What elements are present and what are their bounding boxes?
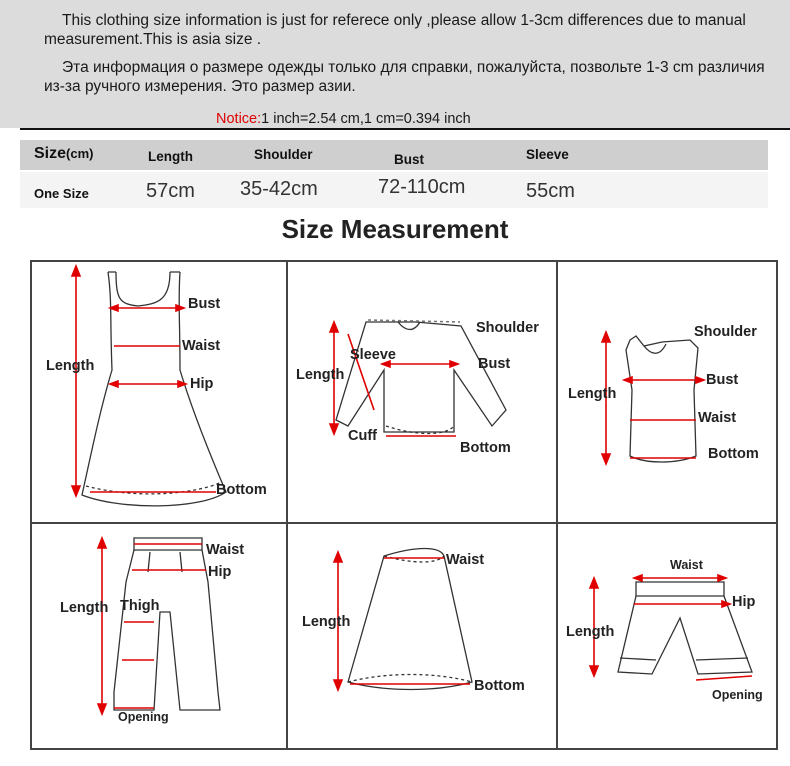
skirt-diagram (286, 522, 556, 748)
shirt-illustration (286, 260, 556, 522)
dress-hip-label: Hip (190, 376, 214, 392)
shirt-cuff-label: Cuff (348, 428, 377, 444)
size-header (34, 145, 93, 163)
vest-length-label: Length (568, 386, 617, 402)
header-length: Length (148, 149, 193, 164)
size-notice-box (0, 0, 790, 128)
skirt-illustration (286, 522, 556, 748)
shirt-bottom-label: Bottom (460, 440, 511, 456)
header-sleeve: Sleeve (526, 147, 569, 162)
vest-waist-label: Waist (698, 410, 737, 426)
notice-russian: Эта информация о размере одежды только для справки, пожалуйста, позвольте 1-3 cm различия из-за ручного измерения. Это размер азии. (44, 59, 765, 95)
notice-label: Notice: (216, 111, 262, 127)
header-bust: Bust (394, 152, 424, 167)
shirt-diagram (286, 260, 556, 522)
pants-length-label: Length (60, 600, 109, 616)
vest-bust-label: Bust (706, 372, 739, 388)
shorts-hip-label: Hip (732, 594, 756, 610)
shorts-length-label: Length (566, 624, 615, 640)
grid-line (776, 260, 778, 750)
dress-diagram (30, 260, 286, 522)
pants-opening-label: Opening (118, 710, 169, 724)
conversion-text: 1 inch=2.54 cm,1 cm=0.394 inch (261, 111, 471, 127)
size-measurement-title: Size Measurement (281, 214, 509, 244)
dress-length-label: Length (46, 358, 95, 374)
skirt-bottom-label: Bottom (474, 678, 525, 694)
skirt-length-label: Length (302, 614, 351, 630)
unit-conversion-note (216, 110, 471, 129)
shirt-shoulder-label: Shoulder (476, 320, 539, 336)
size-label: Size (34, 145, 67, 162)
dress-bust-label: Bust (188, 296, 221, 312)
shirt-sleeve-label: Sleeve (350, 347, 396, 363)
vest-shoulder-label: Shoulder (694, 324, 757, 340)
shirt-bust-label: Bust (478, 356, 511, 372)
pants-waist-label: Waist (206, 542, 245, 558)
measurement-diagram-grid (30, 260, 778, 750)
grid-line (30, 748, 778, 750)
shirt-length-label: Length (296, 367, 345, 383)
value-length: 57cm (146, 180, 195, 202)
divider (20, 128, 790, 130)
size-table-row (20, 172, 768, 208)
unit-label: (cm) (66, 146, 94, 161)
notice-english: This clothing size information is just for referece only ,please allow 1-3cm differences due to manual measurement.This is asia size . (44, 12, 746, 48)
header-shoulder: Shoulder (254, 147, 313, 162)
shorts-diagram (556, 522, 776, 748)
vest-diagram (556, 260, 776, 522)
value-bust: 72-110cm (378, 176, 466, 198)
pants-diagram (30, 522, 286, 748)
shorts-opening-label: Opening (712, 688, 763, 702)
size-table-header (20, 140, 768, 170)
skirt-waist-label: Waist (446, 552, 485, 568)
dress-bottom-label: Bottom (216, 482, 267, 498)
value-sleeve: 55cm (526, 180, 575, 202)
shorts-waist-label: Waist (670, 558, 703, 572)
pants-thigh-label: Thigh (120, 598, 160, 614)
vest-bottom-label: Bottom (708, 446, 759, 462)
value-shoulder: 35-42cm (240, 178, 318, 200)
row-size-label: One Size (34, 186, 89, 201)
pants-hip-label: Hip (208, 564, 232, 580)
dress-waist-label: Waist (182, 338, 221, 354)
